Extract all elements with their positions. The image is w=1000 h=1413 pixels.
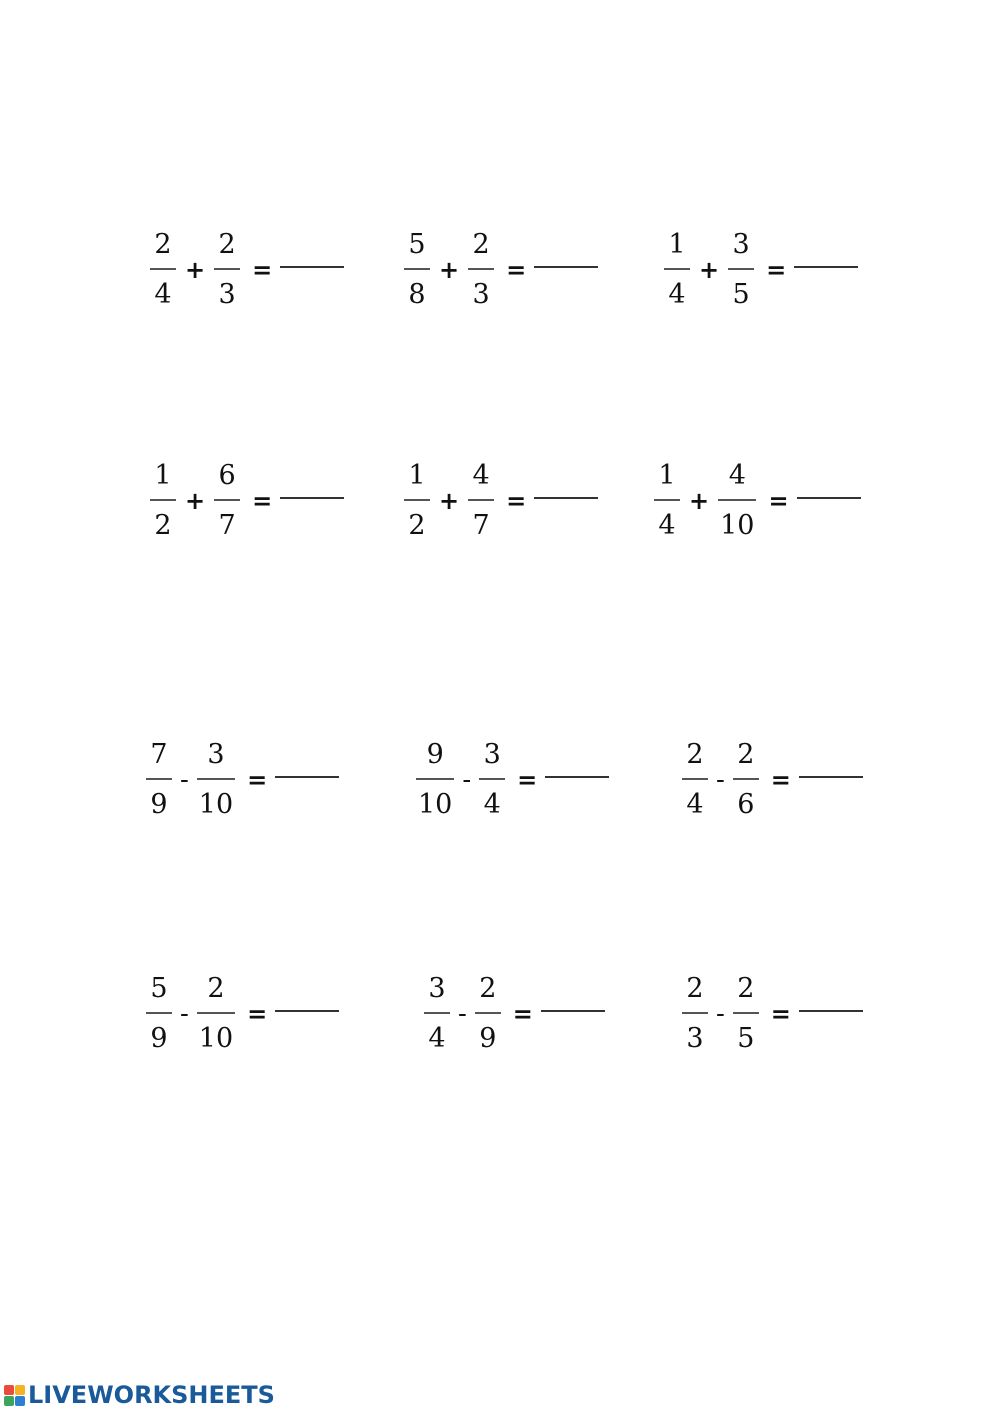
numerator: 6 (218, 460, 236, 491)
fraction-a (146, 974, 172, 1054)
fraction-b (728, 230, 754, 310)
numerator: 9 (426, 739, 444, 770)
fraction-bar (654, 499, 680, 501)
numerator: 2 (737, 739, 755, 770)
denominator: 4 (483, 789, 501, 820)
denominator: 10 (418, 789, 453, 820)
numerator: 4 (472, 460, 490, 491)
numerator: 2 (218, 229, 236, 260)
fraction-bar (682, 1012, 708, 1014)
fraction-a (682, 974, 708, 1054)
fraction-bar (150, 499, 176, 501)
problem-6 (654, 451, 861, 551)
fraction-bar (404, 499, 430, 501)
fraction-b (475, 974, 501, 1054)
denominator: 4 (154, 279, 172, 310)
fraction-a (424, 974, 450, 1054)
problem-10 (146, 964, 339, 1064)
answer-blank[interactable] (799, 776, 863, 778)
fraction-bar (682, 778, 708, 780)
numerator: 7 (150, 739, 168, 770)
answer-blank[interactable] (280, 266, 344, 268)
fraction-bar (475, 1012, 501, 1014)
operator: + (699, 256, 720, 284)
fraction-bar (468, 499, 494, 501)
fraction-bar (404, 268, 430, 270)
answer-blank[interactable] (280, 497, 344, 499)
fraction-a (150, 230, 176, 310)
numerator: 1 (658, 460, 676, 491)
equals-sign: = (770, 1000, 791, 1028)
denominator: 4 (686, 789, 704, 820)
denominator: 9 (150, 1023, 168, 1054)
numerator: 3 (483, 739, 501, 770)
fraction-a (404, 230, 430, 310)
answer-blank[interactable] (799, 1010, 863, 1012)
denominator: 4 (658, 510, 676, 541)
equals-sign: = (506, 487, 527, 515)
fraction-bar (197, 778, 235, 780)
numerator: 2 (737, 973, 755, 1004)
denominator: 8 (408, 279, 426, 310)
equals-sign: = (512, 1000, 533, 1028)
numerator: 1 (154, 460, 172, 491)
problem-7 (146, 730, 339, 830)
numerator: 3 (207, 739, 225, 770)
operator: - (462, 765, 472, 795)
fraction-bar (733, 1012, 759, 1014)
fraction-bar (733, 778, 759, 780)
denominator: 3 (218, 279, 236, 310)
answer-blank[interactable] (797, 497, 861, 499)
denominator: 5 (737, 1023, 755, 1054)
equals-sign: = (252, 487, 273, 515)
fraction-b (214, 461, 240, 541)
fraction-bar (214, 499, 240, 501)
answer-blank[interactable] (534, 497, 598, 499)
fraction-bar (146, 1012, 172, 1014)
problem-2 (404, 220, 598, 320)
numerator: 2 (479, 973, 497, 1004)
operator: - (180, 765, 189, 795)
fraction-b (718, 461, 756, 541)
fraction-bar (146, 778, 172, 780)
equals-sign: = (247, 766, 268, 794)
denominator: 10 (198, 789, 234, 820)
denominator: 10 (720, 510, 755, 541)
fraction-b (468, 230, 494, 310)
fraction-a (664, 230, 690, 310)
answer-blank[interactable] (541, 1010, 605, 1012)
equals-sign: = (768, 487, 789, 515)
denominator: 7 (472, 510, 490, 541)
fraction-bar (424, 1012, 450, 1014)
denominator: 10 (198, 1023, 234, 1054)
denominator: 7 (218, 510, 236, 541)
numerator: 2 (472, 229, 490, 260)
numerator: 1 (668, 229, 686, 260)
fraction-a (682, 740, 708, 820)
operator: - (716, 999, 725, 1029)
fraction-b (479, 740, 505, 820)
fraction-bar (728, 268, 754, 270)
fraction-bar (718, 499, 756, 501)
fraction-b (733, 740, 759, 820)
denominator: 6 (737, 789, 755, 820)
problem-5 (404, 451, 598, 551)
denominator: 2 (408, 510, 426, 541)
fraction-a (416, 740, 454, 820)
numerator: 2 (686, 739, 704, 770)
denominator: 4 (428, 1023, 446, 1054)
problem-3 (664, 220, 858, 320)
answer-blank[interactable] (275, 776, 339, 778)
operator: + (185, 487, 206, 515)
logo-square-blue (15, 1396, 25, 1406)
numerator: 3 (732, 229, 750, 260)
fraction-b (197, 740, 235, 820)
numerator: 5 (408, 229, 426, 260)
problem-12 (682, 964, 863, 1064)
fraction-bar (664, 268, 690, 270)
operator: - (716, 765, 725, 795)
fraction-bar (197, 1012, 235, 1014)
fraction-bar (416, 778, 454, 780)
brand-name: LIVEWORKSHEETS (28, 1381, 275, 1409)
operator: + (439, 487, 460, 515)
fraction-bar (214, 268, 240, 270)
equals-sign: = (766, 256, 787, 284)
numerator: 2 (207, 973, 225, 1004)
denominator: 3 (686, 1023, 704, 1054)
equals-sign: = (252, 256, 273, 284)
fraction-a (150, 461, 176, 541)
operator: + (185, 256, 206, 284)
numerator: 5 (150, 973, 168, 1004)
logo-square-red (4, 1385, 14, 1395)
fraction-a (654, 461, 680, 541)
fraction-b (197, 974, 235, 1054)
fraction-bar (468, 268, 494, 270)
fraction-b (733, 974, 759, 1054)
operator: + (439, 256, 460, 284)
operator: - (180, 999, 189, 1029)
denominator: 9 (150, 789, 168, 820)
logo-square-yellow (15, 1385, 25, 1395)
problem-4 (150, 451, 344, 551)
numerator: 2 (154, 229, 172, 260)
numerator: 3 (428, 973, 446, 1004)
problem-1 (150, 220, 344, 320)
liveworksheets-logo[interactable] (4, 1380, 275, 1410)
denominator: 9 (479, 1023, 497, 1054)
denominator: 5 (732, 279, 750, 310)
denominator: 2 (154, 510, 172, 541)
operator: + (689, 487, 710, 515)
numerator: 1 (408, 460, 426, 491)
equals-sign: = (506, 256, 527, 284)
answer-blank[interactable] (534, 266, 598, 268)
fraction-b (468, 461, 494, 541)
operator: - (458, 999, 467, 1029)
denominator: 3 (472, 279, 490, 310)
equals-sign: = (517, 766, 538, 794)
equals-sign: = (247, 1000, 268, 1028)
fraction-bar (479, 778, 505, 780)
problem-9 (682, 730, 863, 830)
problem-8 (416, 730, 609, 830)
numerator: 2 (686, 973, 704, 1004)
fraction-a (404, 461, 430, 541)
logo-grid-icon (4, 1385, 25, 1406)
answer-blank[interactable] (545, 776, 609, 778)
numerator: 4 (728, 460, 746, 491)
equals-sign: = (770, 766, 791, 794)
denominator: 4 (668, 279, 686, 310)
logo-square-green (4, 1396, 14, 1406)
answer-blank[interactable] (275, 1010, 339, 1012)
fraction-bar (150, 268, 176, 270)
problem-11 (424, 964, 605, 1064)
answer-blank[interactable] (794, 266, 858, 268)
fraction-a (146, 740, 172, 820)
fraction-b (214, 230, 240, 310)
